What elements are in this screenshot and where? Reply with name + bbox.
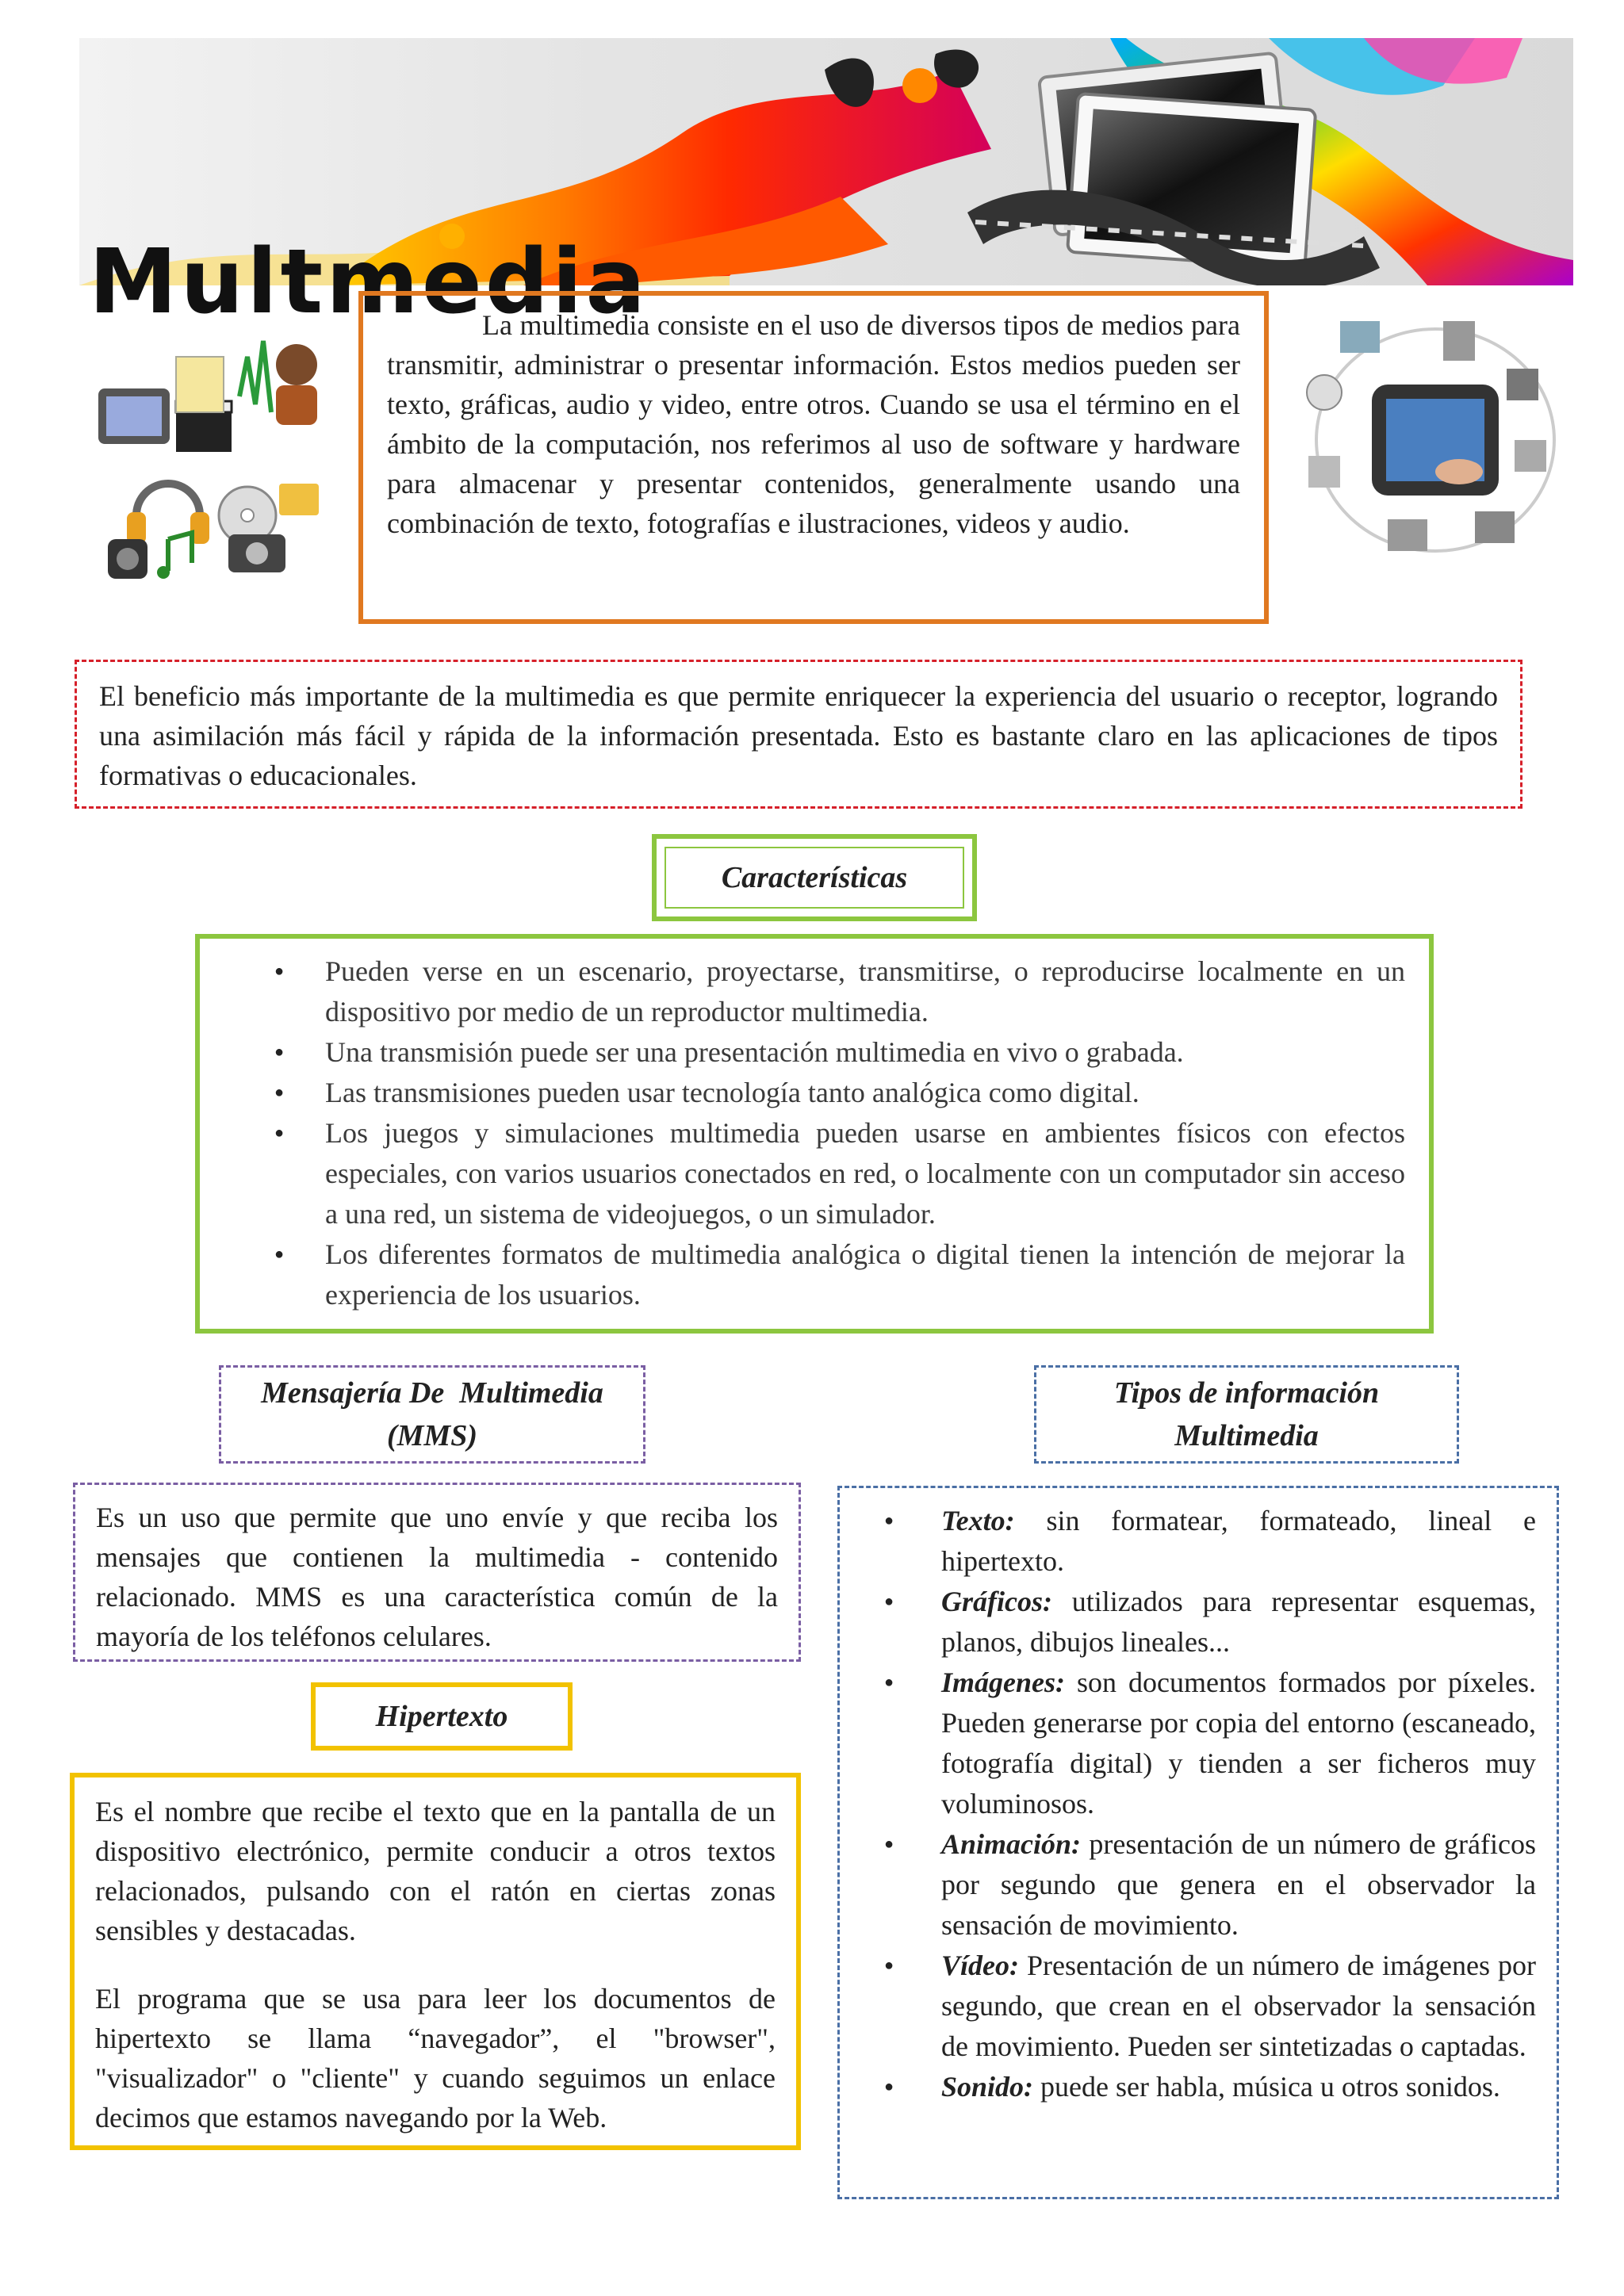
caracteristicas-title: Características [721, 861, 908, 894]
list-item: ● Las transmisiones pueden usar tecnología tanto analógica como digital. [224, 1073, 1405, 1113]
mms-title-line2: (MMS) [386, 1419, 477, 1452]
mms-title-line1: Mensajería De Multimedia [261, 1376, 603, 1410]
list-item: ● Los juegos y simulaciones multimedia pueden usarse en ambientes físicos con efectos especiales, con varios usuarios conectados en red, o localmente con un computador sin acceso a una red, un sistema de videojuegos, o un simulador. [224, 1113, 1405, 1234]
music-note-icon [157, 533, 192, 579]
folder-icon [279, 484, 319, 515]
audio-wave-icon [239, 341, 271, 412]
tipos-desc: puede ser habla, música u otros sonidos. [1033, 2071, 1500, 2103]
tipos-desc: Presentación de un número de imágenes por segundo, que crean en el observador la sensación de movimiento. Pueden ser sintetizadas o captadas. [941, 1950, 1543, 2062]
tv-icon [98, 388, 170, 444]
list-item [854, 2067, 1536, 2107]
tipos-desc: sin formatear, formateado, lineal e hipertexto. [941, 1505, 1543, 1577]
device-icon [1308, 456, 1340, 488]
list-item: ● Una transmisión puede ser una presentación multimedia en vivo o grabada. [224, 1032, 1405, 1073]
disc-icon [1307, 375, 1342, 410]
hipertexto-paragraph-1: Es el nombre que recibe el texto que en la pantalla de un dispositivo electrónico, permite conducir a otros textos relacionados, pulsando con el ratón en ciertas zonas sensibles y destacadas. [95, 1796, 776, 1946]
tipos-term: Imágenes: [941, 1667, 1065, 1698]
tipos-list [854, 1501, 1543, 2107]
device-icon [1388, 519, 1427, 551]
camera-icon [228, 534, 285, 572]
device-icon [1515, 440, 1546, 472]
tipos-term: Vídeo: [941, 1950, 1019, 1981]
caracteristicas-list [224, 951, 1405, 1315]
tipos-desc: utilizados para representar esquemas, planos, dibujos lineales... [941, 1586, 1543, 1658]
tipos-title-line2: Multimedia [1174, 1419, 1319, 1452]
device-icon [1443, 321, 1475, 361]
mms-heading [219, 1365, 645, 1464]
benefit-text: El beneficio más importante de la multimedia es que permite enriquecer la experiencia del usuario o receptor, logrando una asimilación más fácil y rápida de la información presentada. Esto es bastante claro en las aplicaciones de tipos formativas o educacionales. [99, 680, 1498, 791]
tablet-hand-icon [1372, 385, 1499, 496]
list-item [854, 1582, 1543, 1663]
multimedia-diagram-right [1300, 297, 1562, 567]
mms-text: Es un uso que permite que uno envíe y que reciba los mensajes que contienen la multimedia - contenido relacionado. MMS es una característica común de la mayoría de los teléfonos celulares. [96, 1502, 778, 1652]
multimedia-clipart-left [89, 325, 324, 587]
list-item [854, 1663, 1543, 1824]
benefit-box [75, 660, 1522, 809]
tipos-title-line1: Tipos de información [1113, 1376, 1380, 1410]
notepad-icon [176, 357, 224, 412]
hipertexto-paragraph-2: El programa que se usa para leer los documentos de hipertexto se llama “navegador”, el "browser", "visualizador" o "cliente" y cuando seguimos un enlace decimos que estamos navegando por la Web. [95, 1983, 776, 2133]
list-item: ● Los diferentes formatos de multimedia analógica o digital tienen la intención de mejorar la experiencia de los usuarios. [224, 1234, 1405, 1315]
speaker-icon [108, 539, 147, 579]
device-icon [1340, 321, 1380, 353]
intro-text: La multimedia consiste en el uso de diversos tipos de medios para transmitir, administrar o presentar información. Estos medios pueden ser texto, gráficas, audio y video, entre otros. Cuando se usa el término en el ámbito de la computación, nos referimos al uso de software y hardware para almacenar y presentar contenidos, generalmente usando una combinación de texto, fotografías e ilustraciones, videos y audio. [387, 309, 1240, 539]
tipos-desc: presentación de un número de gráficos por segundo que genera en el observador la sensación de movimiento. [941, 1828, 1543, 1941]
tipos-heading [1034, 1365, 1459, 1464]
headphones-icon [127, 484, 209, 544]
hipertexto-box [70, 1773, 801, 2150]
caracteristicas-heading [652, 834, 977, 921]
tipos-term: Texto: [941, 1505, 1015, 1536]
page-title: Multmedia [89, 231, 649, 334]
person-icon [276, 344, 317, 425]
list-item [854, 1501, 1543, 1582]
tipos-term: Sonido: [941, 2071, 1034, 2103]
hipertexto-heading [311, 1682, 573, 1751]
device-icon [1507, 369, 1538, 400]
tipos-term: Animación: [941, 1828, 1082, 1860]
tipos-box [837, 1486, 1559, 2199]
list-item [854, 1946, 1543, 2067]
tipos-desc: son documentos formados por píxeles. Pueden generarse por copia del entorno (escaneado, fotografía digital) y tienden a ser ficheros muy voluminosos. [941, 1667, 1543, 1820]
tipos-term: Gráficos: [941, 1586, 1052, 1617]
caracteristicas-box [195, 934, 1434, 1334]
device-icon [1475, 511, 1515, 543]
hipertexto-title: Hipertexto [375, 1700, 508, 1733]
list-item [854, 1824, 1543, 1946]
list-item: ● Pueden verse en un escenario, proyectarse, transmitirse, o reproducirse localmente en un dispositivo por medio de un reproductor multimedia. [224, 951, 1405, 1032]
intro-box [358, 291, 1269, 624]
mms-box [73, 1483, 801, 1662]
